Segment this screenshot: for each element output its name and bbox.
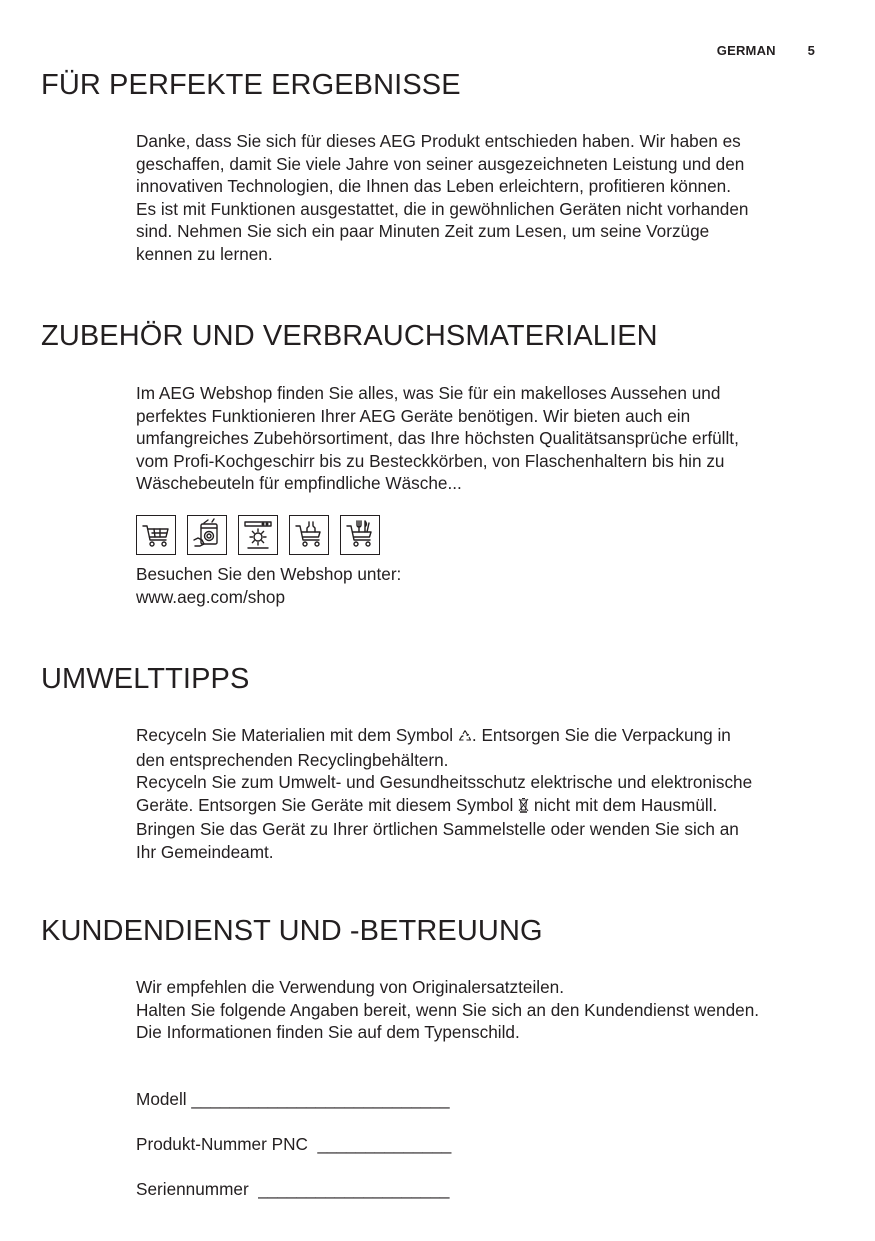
text-line: vom Profi-Kochgeschirr bis zu Besteckkörben, von Flaschenhaltern bis hin zu — [136, 450, 725, 471]
webshop-paragraph — [136, 563, 836, 608]
pnc-label: Produkt-Nummer PNC — [136, 1134, 308, 1154]
webshop-label: Besuchen Sie den Webshop unter: — [136, 564, 402, 584]
crossed-bin-icon — [518, 796, 529, 819]
text-line: Recyceln Sie zum Umwelt- und Gesundheitsschutz elektrische und elektronische — [136, 772, 753, 792]
text-line — [136, 794, 836, 819]
serial-field — [136, 1179, 449, 1200]
recycle-icon — [458, 726, 472, 749]
page-header — [717, 43, 815, 58]
environment-paragraph — [136, 724, 836, 863]
section-title-results: FÜR PERFEKTE ERGEBNISSE — [41, 69, 461, 101]
text-line: Ihr Gemeindeamt. — [136, 841, 274, 862]
serial-blank: ____________________ — [258, 1179, 450, 1199]
cart-bottle-icon — [289, 515, 329, 555]
appliance-gear-icon — [238, 515, 278, 555]
accessories-paragraph — [136, 382, 836, 495]
washing-machine-hand-icon — [187, 515, 227, 555]
text-fragment: Geräte. Entsorgen Sie Geräte mit diesem Symbol — [136, 794, 519, 815]
text-fragment: nicht mit dem Hausmüll. — [529, 794, 718, 815]
text-line: Bringen Sie das Gerät zu Ihrer örtlichen Sammelstelle oder wenden Sie sich an — [136, 819, 739, 839]
results-paragraph — [136, 130, 836, 265]
text-line: Halten Sie folgende Angaben bereit, wenn Sie sich an den Kundendienst wenden. — [136, 999, 760, 1020]
text-line: kennen zu lernen. — [136, 243, 273, 264]
text-line — [136, 724, 836, 749]
section-title-environment: UMWELTTIPPS — [41, 663, 250, 695]
text-fragment: Recyceln Sie Materialien mit dem Symbol — [136, 725, 458, 745]
text-line: Es ist mit Funktionen ausgestattet, die in gewöhnlichen Geräten nicht vorhanden — [136, 198, 749, 219]
model-label: Modell — [136, 1089, 187, 1109]
page-number: 5 — [807, 43, 815, 58]
webshop-link[interactable]: www.aeg.com/shop — [136, 586, 286, 607]
header-language: GERMAN — [716, 43, 776, 58]
text-line: Danke, dass Sie sich für dieses AEG Produkt entschieden haben. Wir haben es — [136, 131, 741, 151]
model-field — [136, 1089, 450, 1110]
text-line: umfangreiches Zubehörsortiment, das Ihre höchsten Qualitätsansprüche erfüllt, — [136, 428, 739, 448]
webshop-icon-row — [136, 515, 380, 555]
pnc-blank: ______________ — [317, 1134, 452, 1154]
model-blank: ___________________________ — [191, 1089, 450, 1109]
serial-label: Seriennummer — [136, 1179, 249, 1199]
text-line: den entsprechenden Recyclingbehältern. — [136, 749, 449, 770]
section-title-service: KUNDENDIENST UND -BETREUUNG — [41, 915, 543, 947]
service-paragraph — [136, 976, 836, 1044]
text-line: perfektes Funktionieren Ihrer AEG Geräte benötigen. Wir bieten auch ein — [136, 405, 691, 426]
pnc-field — [136, 1134, 451, 1155]
text-line: geschaffen, damit Sie viele Jahre von seiner ausgezeichneten Leistung und den — [136, 153, 745, 174]
cart-cutlery-icon — [340, 515, 380, 555]
section-title-accessories: ZUBEHÖR UND VERBRAUCHSMATERIALIEN — [41, 320, 658, 352]
text-line: Die Informationen finden Sie auf dem Typenschild. — [136, 1022, 520, 1042]
text-line: sind. Nehmen Sie sich ein paar Minuten Zeit zum Lesen, um seine Vorzüge — [136, 221, 710, 241]
shopping-cart-icon — [136, 515, 176, 555]
text-line: innovativen Technologien, die Ihnen das Leben erleichtern, profitieren können. — [136, 176, 731, 196]
text-line: Im AEG Webshop finden Sie alles, was Sie für ein makelloses Aussehen und — [136, 383, 721, 403]
text-line: Wäschebeuteln für empfindliche Wäsche... — [136, 473, 462, 493]
text-fragment: . Entsorgen Sie die Verpackung in — [471, 725, 731, 745]
text-line: Wir empfehlen die Verwendung von Originalersatzteilen. — [136, 977, 565, 997]
